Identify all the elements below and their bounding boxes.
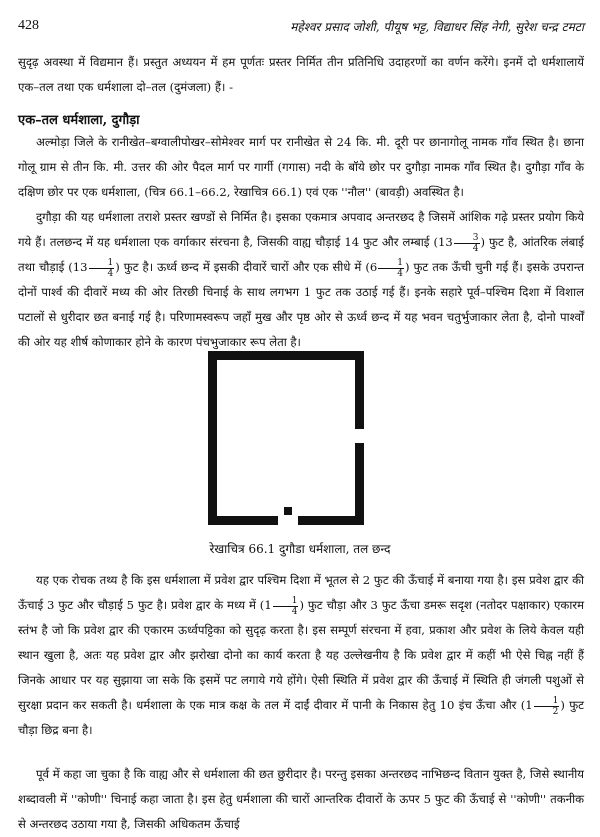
paragraph-location: अल्मोड़ा जिले के रानीखेत–बग्वालीपोखर–सोमेश्वर मार्ग पर रानीखेत से 24 कि. मी. दूरी पर छानागोलू नामक गाँव स्थित है। छाना गोलू ग्राम से तीन कि. मी. उत्तर की ओर पैदल मार्ग पर गार्गी (गगास) नदी के बॉये छोर पर दुगौड़ा नामक गाँव स्थित है। दुगौड़ा गाँव के दक्षिण छोर पर एक धर्मशाला, (चित्र 66.1–66.2, रेखाचित्र 66.1) एवं एक ''नौल'' (बावड़ी) अवस्थित है। — [18, 135, 584, 199]
fraction-outer-length: 13 $\frac{3}{4}$ — [438, 232, 479, 254]
fraction-wall-height: 6 $\frac{1}{4}$ — [369, 257, 403, 279]
page-number: 428 — [18, 18, 39, 33]
running-header — [18, 18, 584, 38]
section-heading: एक–तल धर्मशाला, दुगौड़ा — [18, 113, 140, 128]
floor-plan-drawing — [208, 351, 364, 525]
paragraph-roof: पूर्व में कहा जा चुका है कि वाह्य और से धर्मशाला की छत छुरीदार है। परन्तु इसका अन्तरछद नाभिछन्द वितान युक्त है, जिसे स्थानीय शब्दावली में ''कोणी'' चिनाई कहा जाता है। इस हेतु धर्मशाला की चारों आन्तरिक दीवारों के ऊपर 5 फुट की ऊँचाई से ''कोणी'' तकनीक से अन्तरछद उठाया गया है, जिसकी अधिकतम ऊँचाई — [18, 767, 584, 831]
plan-wall-north — [208, 351, 364, 360]
fraction-pillar-width: 1 $\frac{1}{4}$ — [264, 595, 298, 617]
plan-wall-south-right — [298, 516, 364, 525]
fraction-drain-width: 1 $\frac{1}{2}$ — [525, 695, 559, 717]
plan-wall-south-left — [208, 516, 278, 525]
intro-paragraph: सुदृढ़ अवस्था में विद्यमान हैं। प्रस्तुत अध्ययन में हम पूर्णतः प्रस्तर निर्मित तीन प्रतिनिधि उदाहरणों का वर्णन करेंगे। इनमें दो धर्मशालायें एक–तल तथा एक धर्मशाला दो–तल (दुमंजला) हैं। - — [18, 55, 584, 94]
paragraph-structure: दुगौड़ा की यह धर्मशाला तराशे प्रस्तर खण्डों से निर्मित है। इसका एकमात्र अपवाद अन्तरछद है जिसमें आंशिक गढ़े प्रस्तर प्रयोग किये गये हैं। तलछन्द में यह धर्मशाला एक वर्गाकार संरचना है, जिसकी वाह्य चौड़ाई 14 फुट और लम्बाई (13 $\frac{3}{4}$ ) फुट है, आंतरिक लंबाई तथा चौड़ाई (13 $\frac{1}{4}$ ) फुट है। ऊर्ध्व छन्द में इसकी दीवारें चारों और एक सीधे में (6 $\frac{1}{4}$ ) फुट तक ऊँची चुनी गई हैं। इसके उपरान्त दोनों पार्श्व की दीवारें मध्य की ओर तिरछी चिनाई के साथ लगभग 1 फुट तक उठाई गई हैं। इनके सहारे पूर्व–पश्चिम दिशा में विशाल पटालों से धुरीदार छत बनाई गई है। परिणामस्वरूप जहाँ मुख और पृष्ठ ओर से ऊर्ध्व छन्द में यह भवन चतुर्भुजाकार लेता है, दोनो पार्श्वों की ओर यह शीर्ष कोणाकार होने के कारण पंचभुजाकार रूप लेता है। — [18, 210, 584, 349]
plan-wall-east-lower — [355, 443, 364, 525]
plan-wall-east-upper — [355, 351, 364, 429]
running-header-authors: महेश्वर प्रसाद जोशी, पीयूष भट्ट, विद्याधर सिंह नेगी, सुरेश चन्द्र टमटा — [290, 20, 584, 34]
plan-entrance-pillar — [284, 507, 292, 515]
figure-caption: रेखाचित्र 66.1 दुगौडा धर्मशाला, तल छन्द — [209, 542, 391, 556]
paragraph-entrance: यह एक रोचक तथ्य है कि इस धर्मशाला में प्रवेश द्वार पश्चिम दिशा में भूतल से 2 फुट की ऊँचाई में बनाया गया है। इस प्रवेश द्वार की ऊँचाई 3 फुट और चौड़ाई 5 फुट है। प्रवेश द्वार के मध्य में (1 $\frac{1}{4}$ ) फुट चौड़ा और 3 फुट ऊँचा डमरू सदृश (नतोदर पक्षाकार) एकारम स्तंभ है जो कि प्रवेश द्वार की एकारम ऊर्ध्वपट्टिका को सुदृढ़ करता है। इस सम्पूर्ण संरचना में हवा, प्रकाश और प्रवेश के लिये केवल यही स्थान खुला है, अतः यह प्रवेश द्वार और झरोखा दोनो का कार्य करता है यह उल्लेखनीय है कि प्रवेश द्वार में कहीं भी ऐसे चिह्न नहीं हैं जिनके आधार पर यह सुझाया जा सके कि इसमें पट लगाये गये होंगे। ऐसी स्थिति में प्रवेश द्वार की ऊँचाई में स्थिति ही जंगली पशुओं से सुरक्षा प्रदान कर सकती है। धर्मशाला के एक मात्र कक्ष के तल में दाईं दीवार में पानी के निकास हेतु 10 इंच ऊँचा और (1 $\frac{1}{2}$ ) फुट चौड़ा छिद्र बना है। — [18, 573, 584, 737]
fraction-inner-size: 13 $\frac{1}{4}$ — [72, 257, 114, 279]
plan-wall-west — [208, 351, 217, 525]
